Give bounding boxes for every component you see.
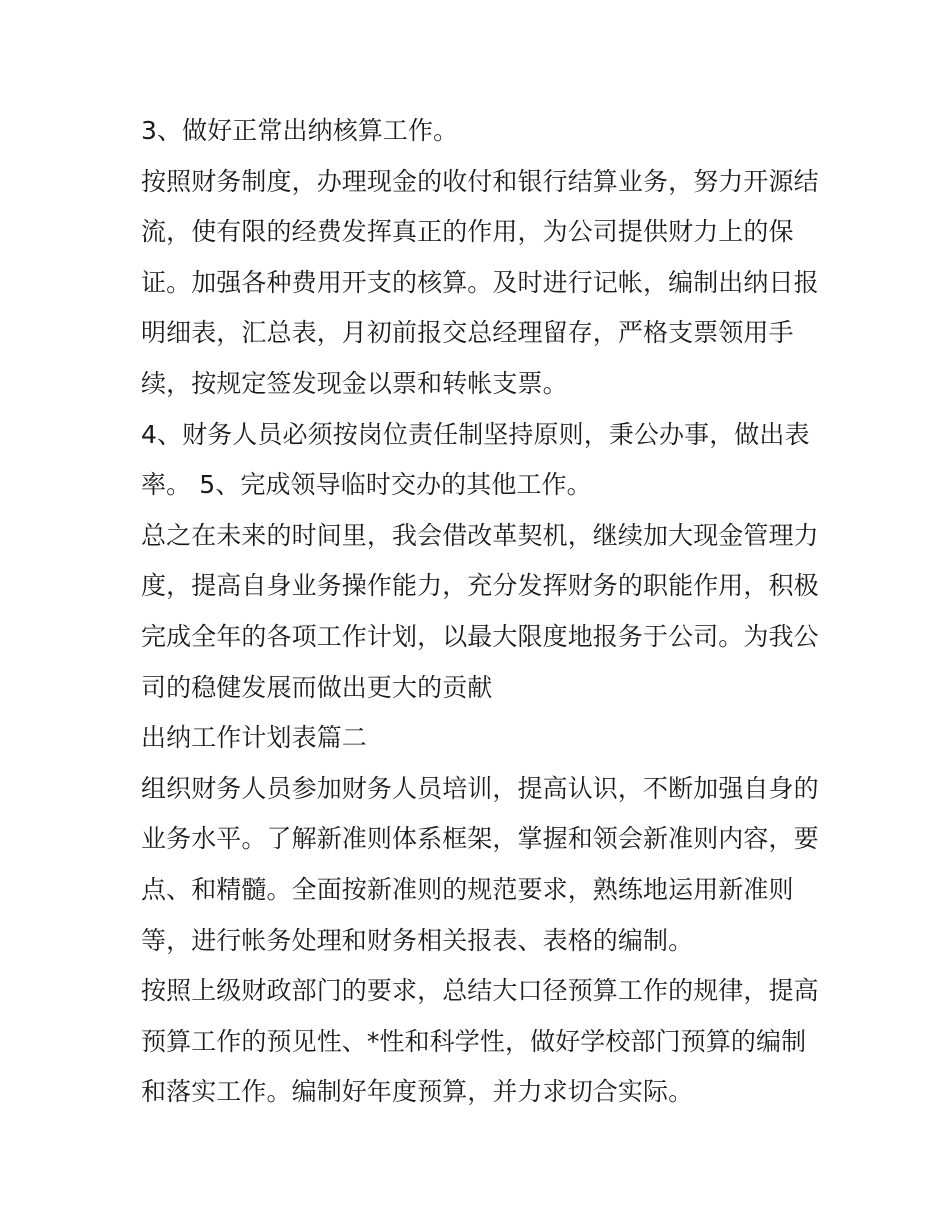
text-line-1: 3、做好正常出纳核算工作。	[141, 116, 459, 145]
text-line-17: 等，进行帐务处理和财务相关报表、表格的编制。	[141, 925, 694, 955]
text-line-2: 按照财务制度，办理现金的收付和银行结算业务，努力开源结	[141, 166, 819, 196]
text-line-16: 点、和精髓。全面按新准则的规范要求，熟练地运用新准则	[141, 874, 794, 904]
text-line-18: 按照上级财政部门的要求，总结大口径预算工作的规律，提高	[141, 976, 819, 1006]
text-line-6: 续，按规定签发现金以票和转帐支票。	[141, 368, 568, 398]
document-body	[141, 106, 821, 1118]
text-line-9: 总之在未来的时间里，我会借改革契机，继续加大现金管理力	[141, 520, 819, 550]
text-line-7: 4、财务人员必须按岗位责任制坚持原则，秉公办事，做出表	[141, 419, 810, 449]
text-line-12: 司的稳健发展而做出更大的贡献	[141, 672, 493, 702]
text-line-5: 明细表，汇总表，月初前报交总经理留存，严格支票领用手	[141, 318, 794, 348]
text-line-10: 度，提高自身业务操作能力，充分发挥财务的职能作用，积极	[141, 571, 819, 601]
text-line-4: 证。加强各种费用开支的核算。及时进行记帐，编制出纳日报	[141, 267, 819, 297]
text-line-20: 和落实工作。编制好年度预算，并力求切合实际。	[141, 1077, 694, 1107]
text-line-3: 流，使有限的经费发挥真正的作用，为公司提供财力上的保	[141, 217, 794, 247]
text-line-19: 预算工作的预见性、*性和科学性，做好学校部门预算的编制	[141, 1026, 807, 1056]
text-line-15: 业务水平。了解新准则体系框架，掌握和领会新准则内容，要	[141, 824, 819, 854]
section-heading: 出纳工作计划表篇二	[141, 723, 367, 753]
text-line-14: 组织财务人员参加财务人员培训，提高认识，不断加强自身的	[141, 773, 819, 803]
text-line-8: 率。 5、完成领导临时交办的其他工作。	[141, 470, 592, 500]
text-line-11: 完成全年的各项工作计划，以最大限度地报务于公司。为我公	[141, 621, 819, 651]
